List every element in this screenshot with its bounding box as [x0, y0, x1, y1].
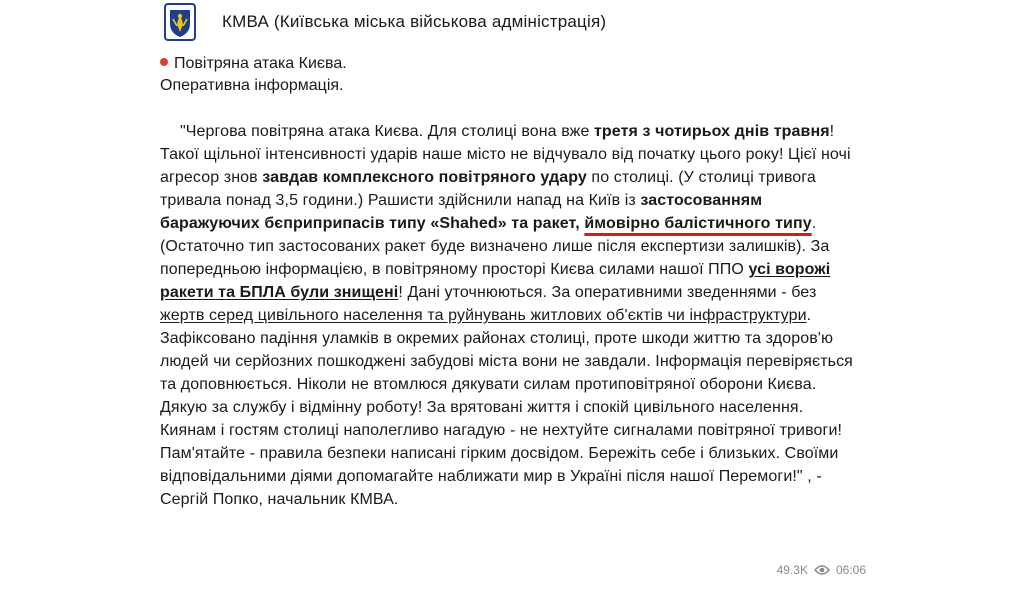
post-text-segment: ймовірно балістичного типу — [584, 215, 812, 232]
post-text-segment: третя з чотирьох днів травня — [594, 123, 830, 140]
post-text-segment: ! Дані уточнюються. За оперативними зведеннями - без — [398, 284, 817, 301]
channel-header — [160, 2, 606, 42]
post-body — [160, 120, 864, 511]
eye-icon — [814, 564, 830, 576]
post-text-segment: усі ворожі ракети та БПЛА були знищені — [160, 261, 831, 301]
post-text-segment: застосованням баражуючих бєприприпасів типу «Shahed» та ракет, — [160, 192, 763, 232]
post-time: 06:06 — [835, 563, 866, 577]
headline-line-1 — [160, 53, 347, 75]
channel-name[interactable]: КМВА (Київська міська військова адміністрація) — [222, 12, 607, 31]
message-card — [148, 0, 880, 589]
red-dot-icon — [160, 58, 168, 66]
post-text-segment: ! Такої щільної інтенсивності ударів наше місто не відчувало від початку цього року! Цієї ночі агресор знов — [160, 123, 851, 186]
post-text-segment: . Зафіксовано падіння уламків в окремих районах столиці, проте шкоди життю та здоров'ю людей чи серйозних пошкоджені забудові міста вони не завдали. Інформація перевіряється та доповнюється. Ніколи не втомлюся дякувати силам протиповітряної оборони Києва. Дякую за службу і відмінну роботу! За врятовані життя і спокій цивільного населення. Киянам і гостям столиці наполегливо нагадую - не нехтуйте сигналами повітряної тривоги! Пам'ятайте - правила безпеки написані гірким досвідом. Бережіть себе і близьких. Своїми відповідальними діями допомагайте наближати мир в Україні після нашої Перемоги!" , - Сергій Попко, начальник КМВА. — [160, 307, 853, 508]
post-meta — [777, 563, 866, 577]
headline-line-2: Оперативна інформація. — [160, 77, 344, 94]
post-headline — [160, 53, 347, 97]
kyiv-coat-of-arms-icon[interactable] — [160, 2, 200, 42]
views-count: 49.3K — [776, 563, 808, 577]
post-text-segment: завдав комплексного повітряного удару — [262, 169, 587, 186]
post-text — [160, 120, 864, 511]
post-text-segment: жертв серед цивільного населення та руйнувань житлових об'єктів чи інфраструктури — [160, 307, 807, 324]
post-text-segment: . (Остаточно тип застосованих ракет буде визначено лише після експертизи залишків). За попередньою інформацією, в повітряному просторі Києва силами нашої ППО — [160, 215, 830, 278]
headline-text-1: Повітряна атака Києва. — [174, 55, 347, 72]
post-text-segment: по столиці. (У столиці тривога тривала понад 3,5 години.) Рашисти здійснили напад на Київ із — [160, 169, 816, 209]
post-text-segment: "Чергова повітряна атака Києва. Для столиці вона вже — [180, 123, 594, 140]
